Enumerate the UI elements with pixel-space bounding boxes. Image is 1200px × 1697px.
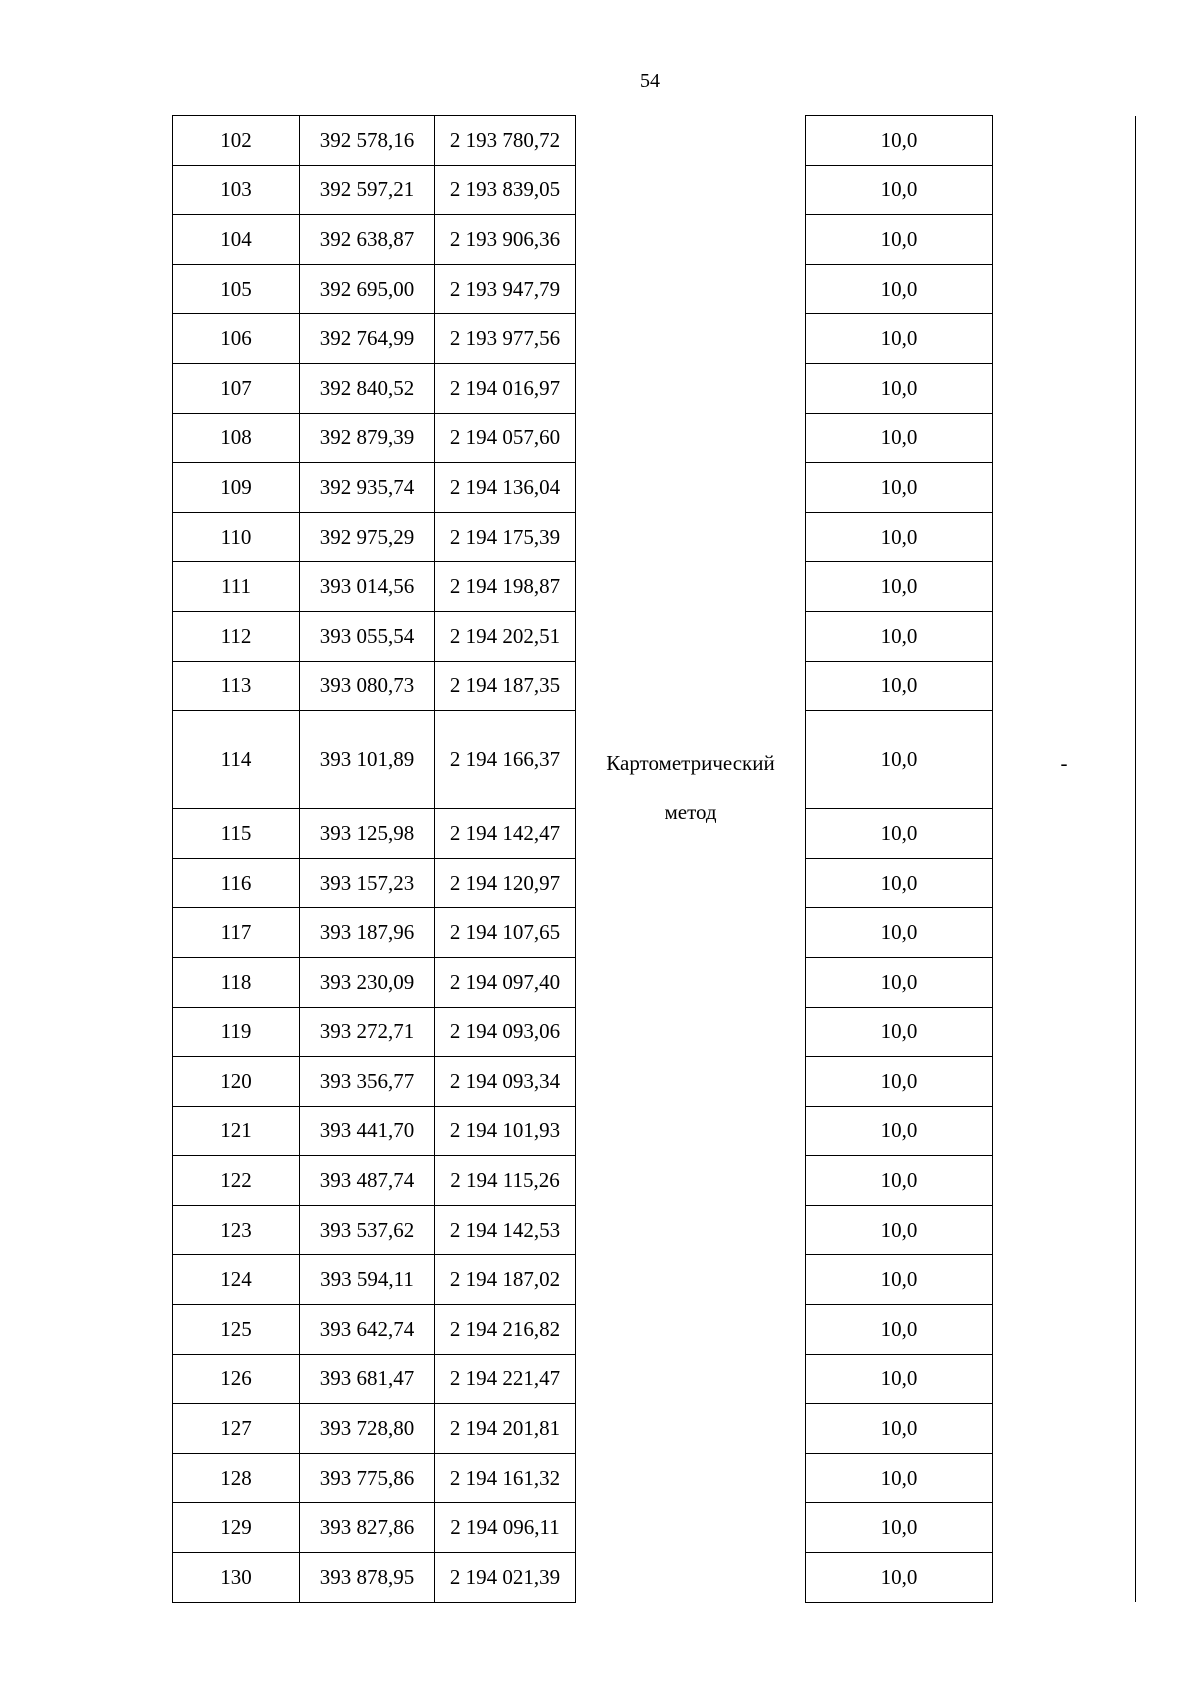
note-cell xyxy=(993,512,1136,562)
x-coordinate-cell: 392 935,74 xyxy=(300,463,435,513)
accuracy-cell: 10,0 xyxy=(806,908,993,958)
x-coordinate-cell: 393 055,54 xyxy=(300,611,435,661)
accuracy-cell: 10,0 xyxy=(806,1205,993,1255)
note-cell xyxy=(993,711,1136,809)
point-number-cell: 125 xyxy=(173,1305,300,1355)
method-cell xyxy=(576,165,806,215)
note-cell xyxy=(993,562,1136,612)
method-cell xyxy=(576,512,806,562)
method-cell xyxy=(576,908,806,958)
point-number-cell: 123 xyxy=(173,1205,300,1255)
method-cell xyxy=(576,1255,806,1305)
note-cell xyxy=(993,1553,1136,1603)
table-row xyxy=(173,1305,1136,1355)
y-coordinate-cell: 2 194 021,39 xyxy=(435,1553,576,1603)
y-coordinate-cell: 2 194 202,51 xyxy=(435,611,576,661)
x-coordinate-cell: 393 157,23 xyxy=(300,858,435,908)
x-coordinate-cell: 393 014,56 xyxy=(300,562,435,612)
x-coordinate-cell: 393 827,86 xyxy=(300,1503,435,1553)
note-cell xyxy=(993,264,1136,314)
table-row xyxy=(173,363,1136,413)
y-coordinate-cell: 2 194 096,11 xyxy=(435,1503,576,1553)
method-cell xyxy=(576,413,806,463)
method-cell xyxy=(576,957,806,1007)
accuracy-cell: 10,0 xyxy=(806,1255,993,1305)
y-coordinate-cell: 2 194 093,06 xyxy=(435,1007,576,1057)
accuracy-cell: 10,0 xyxy=(806,957,993,1007)
method-cell xyxy=(576,1503,806,1553)
x-coordinate-cell: 392 879,39 xyxy=(300,413,435,463)
accuracy-cell: 10,0 xyxy=(806,165,993,215)
y-coordinate-cell: 2 194 187,35 xyxy=(435,661,576,711)
point-number-cell: 115 xyxy=(173,809,300,859)
accuracy-cell: 10,0 xyxy=(806,116,993,166)
point-number-cell: 122 xyxy=(173,1156,300,1206)
note-cell xyxy=(993,1354,1136,1404)
method-cell xyxy=(576,611,806,661)
accuracy-cell: 10,0 xyxy=(806,363,993,413)
accuracy-cell: 10,0 xyxy=(806,661,993,711)
point-number-cell: 129 xyxy=(173,1503,300,1553)
y-coordinate-cell: 2 194 101,93 xyxy=(435,1106,576,1156)
method-cell xyxy=(576,1007,806,1057)
table-row xyxy=(173,165,1136,215)
note-cell xyxy=(993,1106,1136,1156)
x-coordinate-cell: 392 638,87 xyxy=(300,215,435,265)
note-cell xyxy=(993,858,1136,908)
note-cell xyxy=(993,661,1136,711)
x-coordinate-cell: 393 681,47 xyxy=(300,1354,435,1404)
point-number-cell: 120 xyxy=(173,1057,300,1107)
x-coordinate-cell: 393 537,62 xyxy=(300,1205,435,1255)
point-number-cell: 104 xyxy=(173,215,300,265)
note-cell xyxy=(993,314,1136,364)
method-cell xyxy=(576,116,806,166)
table-row xyxy=(173,1255,1136,1305)
y-coordinate-cell: 2 194 057,60 xyxy=(435,413,576,463)
method-cell xyxy=(576,711,806,824)
note-cell xyxy=(993,809,1136,859)
accuracy-cell: 10,0 xyxy=(806,1106,993,1156)
page-number: 54 xyxy=(640,70,660,92)
method-cell xyxy=(576,1106,806,1156)
method-cell xyxy=(576,314,806,364)
table-row xyxy=(173,1553,1136,1603)
y-coordinate-cell: 2 194 097,40 xyxy=(435,957,576,1007)
y-coordinate-cell: 2 194 175,39 xyxy=(435,512,576,562)
x-coordinate-cell: 393 642,74 xyxy=(300,1305,435,1355)
y-coordinate-cell: 2 193 906,36 xyxy=(435,215,576,265)
note-cell xyxy=(993,1255,1136,1305)
accuracy-cell: 10,0 xyxy=(806,413,993,463)
x-coordinate-cell: 392 597,21 xyxy=(300,165,435,215)
method-label-line1: Картометрический xyxy=(606,750,775,775)
x-coordinate-cell: 393 594,11 xyxy=(300,1255,435,1305)
method-cell xyxy=(576,1453,806,1503)
y-coordinate-cell: 2 193 977,56 xyxy=(435,314,576,364)
accuracy-cell: 10,0 xyxy=(806,1453,993,1503)
y-coordinate-cell: 2 194 115,26 xyxy=(435,1156,576,1206)
accuracy-cell: 10,0 xyxy=(806,1156,993,1206)
note-cell xyxy=(993,1007,1136,1057)
point-number-cell: 124 xyxy=(173,1255,300,1305)
note-cell xyxy=(993,611,1136,661)
x-coordinate-cell: 393 101,89 xyxy=(300,711,435,809)
table-row xyxy=(173,1453,1136,1503)
coordinates-table-body xyxy=(173,116,1136,1603)
table-row xyxy=(173,512,1136,562)
table-row xyxy=(173,463,1136,513)
accuracy-cell: 10,0 xyxy=(806,264,993,314)
table-row xyxy=(173,1404,1136,1454)
x-coordinate-cell: 393 487,74 xyxy=(300,1156,435,1206)
y-coordinate-cell: 2 194 198,87 xyxy=(435,562,576,612)
accuracy-cell: 10,0 xyxy=(806,1553,993,1603)
point-number-cell: 103 xyxy=(173,165,300,215)
table-row xyxy=(173,908,1136,958)
method-cell xyxy=(576,1305,806,1355)
method-cell xyxy=(576,661,806,711)
accuracy-cell: 10,0 xyxy=(806,611,993,661)
accuracy-cell: 10,0 xyxy=(806,1404,993,1454)
table-row xyxy=(173,858,1136,908)
x-coordinate-cell: 393 125,98 xyxy=(300,809,435,859)
method-cell xyxy=(576,1057,806,1107)
x-coordinate-cell: 393 441,70 xyxy=(300,1106,435,1156)
y-coordinate-cell: 2 194 093,34 xyxy=(435,1057,576,1107)
x-coordinate-cell: 392 578,16 xyxy=(300,116,435,166)
table-row xyxy=(173,1205,1136,1255)
y-coordinate-cell: 2 194 142,53 xyxy=(435,1205,576,1255)
x-coordinate-cell: 392 695,00 xyxy=(300,264,435,314)
note-cell xyxy=(993,116,1136,166)
accuracy-cell: 10,0 xyxy=(806,1354,993,1404)
point-number-cell: 102 xyxy=(173,116,300,166)
x-coordinate-cell: 392 975,29 xyxy=(300,512,435,562)
point-number-cell: 121 xyxy=(173,1106,300,1156)
point-number-cell: 114 xyxy=(173,711,300,809)
x-coordinate-cell: 393 775,86 xyxy=(300,1453,435,1503)
accuracy-cell: 10,0 xyxy=(806,1007,993,1057)
y-coordinate-cell: 2 194 161,32 xyxy=(435,1453,576,1503)
method-cell xyxy=(576,562,806,612)
accuracy-cell: 10,0 xyxy=(806,314,993,364)
point-number-cell: 110 xyxy=(173,512,300,562)
table-row xyxy=(173,1354,1136,1404)
table-row xyxy=(173,1503,1136,1553)
table-row xyxy=(173,1057,1136,1107)
point-number-cell: 112 xyxy=(173,611,300,661)
point-number-cell: 118 xyxy=(173,957,300,1007)
note-cell xyxy=(993,957,1136,1007)
point-number-cell: 116 xyxy=(173,858,300,908)
accuracy-cell: 10,0 xyxy=(806,1305,993,1355)
point-number-cell: 113 xyxy=(173,661,300,711)
method-cell xyxy=(576,1156,806,1206)
note-dash: - xyxy=(1060,751,1068,776)
accuracy-cell: 10,0 xyxy=(806,1503,993,1553)
y-coordinate-cell: 2 194 187,02 xyxy=(435,1255,576,1305)
note-cell xyxy=(993,1305,1136,1355)
note-cell xyxy=(993,1404,1136,1454)
table-row xyxy=(173,562,1136,612)
table-row xyxy=(173,264,1136,314)
note-cell xyxy=(993,1057,1136,1107)
note-cell xyxy=(993,463,1136,513)
x-coordinate-cell: 392 764,99 xyxy=(300,314,435,364)
note-cell xyxy=(993,215,1136,265)
point-number-cell: 117 xyxy=(173,908,300,958)
x-coordinate-cell: 393 187,96 xyxy=(300,908,435,958)
point-number-cell: 126 xyxy=(173,1354,300,1404)
method-cell xyxy=(576,858,806,908)
note-cell xyxy=(993,1453,1136,1503)
method-cell xyxy=(576,1553,806,1603)
method-cell xyxy=(576,1205,806,1255)
note-cell xyxy=(993,1156,1136,1206)
x-coordinate-cell: 393 272,71 xyxy=(300,1007,435,1057)
y-coordinate-cell: 2 194 166,37 xyxy=(435,711,576,809)
method-cell xyxy=(576,215,806,265)
coordinates-table xyxy=(172,115,1136,1603)
point-number-cell: 105 xyxy=(173,264,300,314)
table-row xyxy=(173,611,1136,661)
y-coordinate-cell: 2 193 947,79 xyxy=(435,264,576,314)
note-cell xyxy=(993,363,1136,413)
table-row xyxy=(173,116,1136,166)
table-row xyxy=(173,661,1136,711)
y-coordinate-cell: 2 193 780,72 xyxy=(435,116,576,166)
x-coordinate-cell: 393 356,77 xyxy=(300,1057,435,1107)
point-number-cell: 107 xyxy=(173,363,300,413)
accuracy-cell: 10,0 xyxy=(806,215,993,265)
x-coordinate-cell: 393 230,09 xyxy=(300,957,435,1007)
y-coordinate-cell: 2 193 839,05 xyxy=(435,165,576,215)
accuracy-cell: 10,0 xyxy=(806,1057,993,1107)
table-row xyxy=(173,314,1136,364)
y-coordinate-cell: 2 194 136,04 xyxy=(435,463,576,513)
table-row xyxy=(173,957,1136,1007)
note-cell xyxy=(993,413,1136,463)
note-cell xyxy=(993,1503,1136,1553)
y-coordinate-cell: 2 194 201,81 xyxy=(435,1404,576,1454)
point-number-cell: 130 xyxy=(173,1553,300,1603)
table-row xyxy=(173,215,1136,265)
table-row xyxy=(173,711,1136,809)
method-cell xyxy=(576,264,806,314)
y-coordinate-cell: 2 194 120,97 xyxy=(435,858,576,908)
point-number-cell: 128 xyxy=(173,1453,300,1503)
y-coordinate-cell: 2 194 107,65 xyxy=(435,908,576,958)
y-coordinate-cell: 2 194 216,82 xyxy=(435,1305,576,1355)
accuracy-cell: 10,0 xyxy=(806,562,993,612)
point-number-cell: 119 xyxy=(173,1007,300,1057)
accuracy-cell: 10,0 xyxy=(806,463,993,513)
x-coordinate-cell: 392 840,52 xyxy=(300,363,435,413)
x-coordinate-cell: 393 080,73 xyxy=(300,661,435,711)
note-cell xyxy=(993,165,1136,215)
point-number-cell: 108 xyxy=(173,413,300,463)
method-cell xyxy=(576,463,806,513)
note-cell xyxy=(993,908,1136,958)
table-row xyxy=(173,1106,1136,1156)
coordinates-table-wrapper xyxy=(172,115,1136,1603)
y-coordinate-cell: 2 194 142,47 xyxy=(435,809,576,859)
table-row xyxy=(173,1156,1136,1206)
method-cell xyxy=(576,1354,806,1404)
accuracy-cell: 10,0 xyxy=(806,809,993,859)
note-cell xyxy=(993,1205,1136,1255)
point-number-cell: 109 xyxy=(173,463,300,513)
method-cell xyxy=(576,1404,806,1454)
table-row xyxy=(173,413,1136,463)
accuracy-cell: 10,0 xyxy=(806,512,993,562)
point-number-cell: 111 xyxy=(173,562,300,612)
method-label xyxy=(606,739,774,837)
accuracy-cell: 10,0 xyxy=(806,711,993,809)
table-row xyxy=(173,1007,1136,1057)
accuracy-cell: 10,0 xyxy=(806,858,993,908)
x-coordinate-cell: 393 728,80 xyxy=(300,1404,435,1454)
y-coordinate-cell: 2 194 221,47 xyxy=(435,1354,576,1404)
method-cell xyxy=(576,363,806,413)
x-coordinate-cell: 393 878,95 xyxy=(300,1553,435,1603)
point-number-cell: 127 xyxy=(173,1404,300,1454)
method-label-line2: метод xyxy=(664,799,717,824)
y-coordinate-cell: 2 194 016,97 xyxy=(435,363,576,413)
point-number-cell: 106 xyxy=(173,314,300,364)
